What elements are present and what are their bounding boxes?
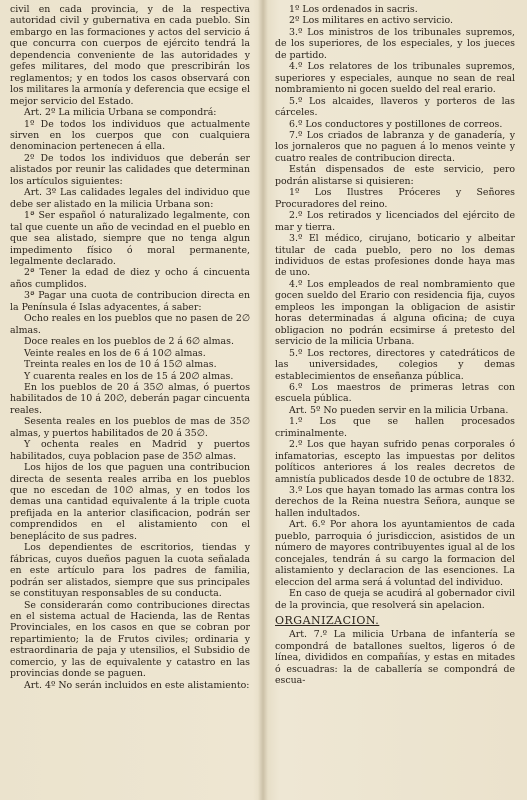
list-item: 6.º Los maestros de primeras letras con escuela pública. [275,381,515,405]
quota-item: Ocho reales en los pueblos que no pasen de 2∅ almas. [10,313,250,336]
paragraph: Los dependientes de escritorios, tiendas y fábricas, cuyos dueños paguen la cuota señalada en este artículo para los padres de familia, podrán ser alistados, siempre que sus principales se constituyan responsables de su conducta. [10,542,250,600]
paragraph: civil en cada provincia, y de la respectiva autoridad civil y gubernativa en cada pueblo. Sin embargo en las formaciones y actos del servicio á que concurra con cuerpos de ejército tendrá la dependencia conveniente de las autoridades y gefes militares, del modo que prescribirán los reglamentos; y en todos los casos observará con los militares la armonía y deferencia que ecsige el mejor servicio del Estado. [10,4,250,107]
quota-item: En los pueblos de 20 á 35∅ almas, ó puertos habilitados de 10 á 20∅, deberán pagar cincuenta reales. [10,381,250,416]
right-column [275,4,515,796]
paragraph: 2ª Tener la edad de diez y ocho á cincuenta años cumplidos. [10,267,250,290]
list-item: 3.º Los que hayan tomado las armas contra los derechos de la Reina nuestra Señora, aunque se hallen indultados. [275,485,515,519]
paragraph: Se considerarán como contribuciones directas en el sistema actual de Hacienda, las de Rentas Provinciales, en los casos en que se cobran por repartimiento; la de Frutos civiles; ordinaria y estraordinaria de paja y utensilios, el Subsidio de comercio, y las de equivalente y catastro en las provincias donde se paguen. [10,599,250,680]
list-item: 6.º Los conductores y postillones de correos. [289,118,503,130]
list-item: 7.º Los criados de labranza y de ganadería, y los jornaleros que no paguen á lo menos veinte y cuatro reales de contribucion directa. [275,129,515,164]
article-heading: Art. 3º Las calidades legales del individuo que debe ser alistado en la milicia Urbana son: [10,187,250,210]
quota-item: Veinte reales en los de 6 á 10∅ almas. [24,347,206,359]
list-item: 2.º Los retirados y licenciados del ejército de mar y tierra. [275,210,515,233]
paragraph: En caso de queja se acudirá al gobernador civil de la provincia, que resolverá sin apelacion. [275,588,515,611]
list-item: 5.º Los rectores, directores y catedráticos de las universidades, colegios y demas establecimientos de enseñanza pública. [275,347,515,382]
paragraph: Los hijos de los que paguen una contribucion directa de sesenta reales arriba en los pueblos que no escedan de 10∅ almas, y en todos los demas una cantidad equivalente á la triple cuota prefijada en la anterior clasificacion, podrán ser comprendidos en el alistamiento con el beneplácito de sus padres. [10,462,250,542]
list-item: 2º Los militares en activo servicio. [289,15,454,27]
article-heading: Art. 2º La milicia Urbana se compondrá: [24,107,217,119]
article-heading: Art. 6.º Por ahora los ayuntamientos de cada pueblo, parroquia ó jurisdiccion, asistidos de un número de mayores contribuyentes igual al de los concejales, tendrán á su cargo la formacion del alistamiento y declaracion de las esenciones. La eleccion del arma será á voluntad del individuo. [275,519,515,588]
article-heading: Art. 7.º La milicia Urbana de infantería se compondrá de batallones sueltos, ligeros ó de línea, divididos en compañías, y estas en mitades ó escuadras: la de caballería se compondrá de escua- [275,629,515,687]
paragraph: Están dispensados de este servicio, pero podrán alistarse si quisieren: [275,164,515,187]
quota-item: Treinta reales en los de 10 á 15∅ almas. [24,359,217,371]
list-item: 3.º El médico, cirujano, boticario y albeitar titular de cada pueblo, pero no los demas individuos de estas profesiones donde haya mas de uno. [275,233,515,279]
article-heading: Art. 4º No serán incluidos en este alistamiento: [24,679,250,691]
list-item: 3.º Los ministros de los tribunales supremos, de los superiores, de los especiales, y los jueces de partido. [275,26,515,61]
list-item: 1.º Los que se hallen procesados criminalmente. [275,416,515,439]
paragraph: 2º De todos los individuos que deberán ser alistados por reunir las calidades que determinan los artículos siguientes: [10,152,250,187]
list-item: 2.º Los que hayan sufrido penas corporales ó infamatorias, escepto las impuestas por delitos políticos anteriores á los reales decretos de amnistía publicados desde 10 de octubre de 1832. [275,439,515,485]
list-item: 1º Los ordenados in sacris. [289,4,418,15]
article-heading: Art. 5º No pueden servir en la milicia Urbana. [289,404,509,416]
list-item: 5.º Los alcaides, llaveros y porteros de las cárceles. [275,95,515,119]
quota-item: Y cuarenta reales en los de 15 á 20∅ almas. [24,370,234,382]
paragraph: 1ª Ser español ó naturalizado legalmente, con tal que cuente un año de vecindad en el pueblo en que sea alistado, siempre que no tenga algun impedimento físico ó moral permanente, legalmente declarado. [10,210,250,267]
list-item: 4.º Los relatores de los tribunales supremos, superiores y especiales, aunque no sean de real nombramiento ni gocen sueldo del real erario. [275,61,515,96]
page-gutter [258,0,268,800]
quota-item: Y ochenta reales en Madrid y puertos habilitados, cuya poblacion pase de 35∅ almas. [10,439,250,462]
list-item: 1º Los Ilustres Próceres y Señores Procuradores del reino. [275,187,515,210]
quota-item: Sesenta reales en los pueblos de mas de 35∅ almas, y puertos habilitados de 20 á 35∅. [10,416,250,439]
paragraph: 3ª Pagar una cuota de contribucion directa en la Península é Islas adyacentes, á saber: [10,290,250,313]
list-item: 4.º Los empleados de real nombramiento que gocen sueldo del Erario con residencia fija, cuyos empleos les impongan la obligacion de asistir horas determinadas á alguna oficina; de cuya obligacion no podrán ecsimirse á pretesto del servicio de la milicia Urbana. [275,278,515,348]
paragraph: 1º De todos los individuos que actualmente sirven en los cuerpos que con cualquiera denominacion pertenecen á ella. [10,118,250,153]
quota-item: Doce reales en los pueblos de 2 á 6∅ almas. [24,336,234,348]
left-column [10,4,250,796]
section-heading: ORGANIZACION. [275,614,380,628]
